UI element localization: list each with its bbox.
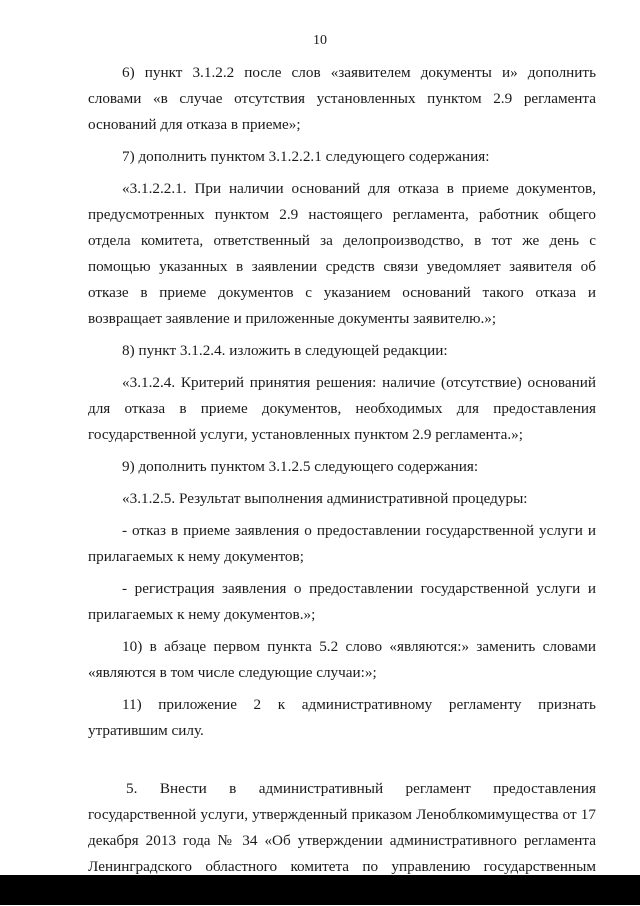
paragraph-item-9: 9) дополнить пунктом 3.1.2.5 следующего содержания: (122, 458, 479, 475)
paragraph-item-10: 10) в абзаце первом пункта 5.2 слово «являются:» заменить словами «являются в том числе следующие случаи:»; (88, 638, 596, 681)
paragraph-registration-bullet: - регистрация заявления о предоставлении государственной услуги и прилагаемых к нему документов.»; (88, 580, 596, 623)
paragraph-3-1-2-2-1: «3.1.2.2.1. При наличии оснований для отказа в приеме документов, предусмотренных пунктом 2.9 настоящего регламента, работник общего отдела комитета, ответственный за делопроизводство, в тот же день с помощью указанных в заявлении средств связи уведомляет заявителя об отказе в приеме документов с указанием оснований такого отказа и возвращает заявление и приложенные документы заявителю.»; (88, 180, 596, 327)
paragraph-3-1-2-5: «3.1.2.5. Результат выполнения административной процедуры: (122, 490, 528, 507)
paragraph-item-8: 8) пункт 3.1.2.4. изложить в следующей редакции: (122, 342, 448, 359)
paragraph-item-11: 11) приложение 2 к административному регламенту признать утратившим силу. (88, 696, 596, 739)
paragraph-refusal-bullet: - отказ в приеме заявления о предоставлении государственной услуги и прилагаемых к нему документов; (88, 522, 596, 565)
paragraph-item-7: 7) дополнить пунктом 3.1.2.2.1 следующего содержания: (122, 148, 490, 165)
page-number: 10 (313, 33, 327, 48)
scan-bottom-border (0, 875, 640, 905)
paragraph-item-5: 5. Внести в административный регламент предоставления государственной услуги, утвержденный приказом Леноблкомимущества от 17 декабря 2013 года № 34 «Об утверждении административного регламента Ленинградского областного комитета по управлению государственным (88, 780, 596, 875)
paragraph-item-6: 6) пункт 3.1.2.2 после слов «заявителем документы и» дополнить словами «в случае отсутствия установленных пунктом 2.9 регламента оснований для отказа в приеме»; (88, 64, 596, 133)
document-body (88, 60, 596, 906)
paragraph-3-1-2-4: «3.1.2.4. Критерий принятия решения: наличие (отсутствие) оснований для отказа в приеме документов, необходимых для предоставления государственной услуги, установленных пунктом 2.9 регламента.»; (88, 374, 596, 443)
